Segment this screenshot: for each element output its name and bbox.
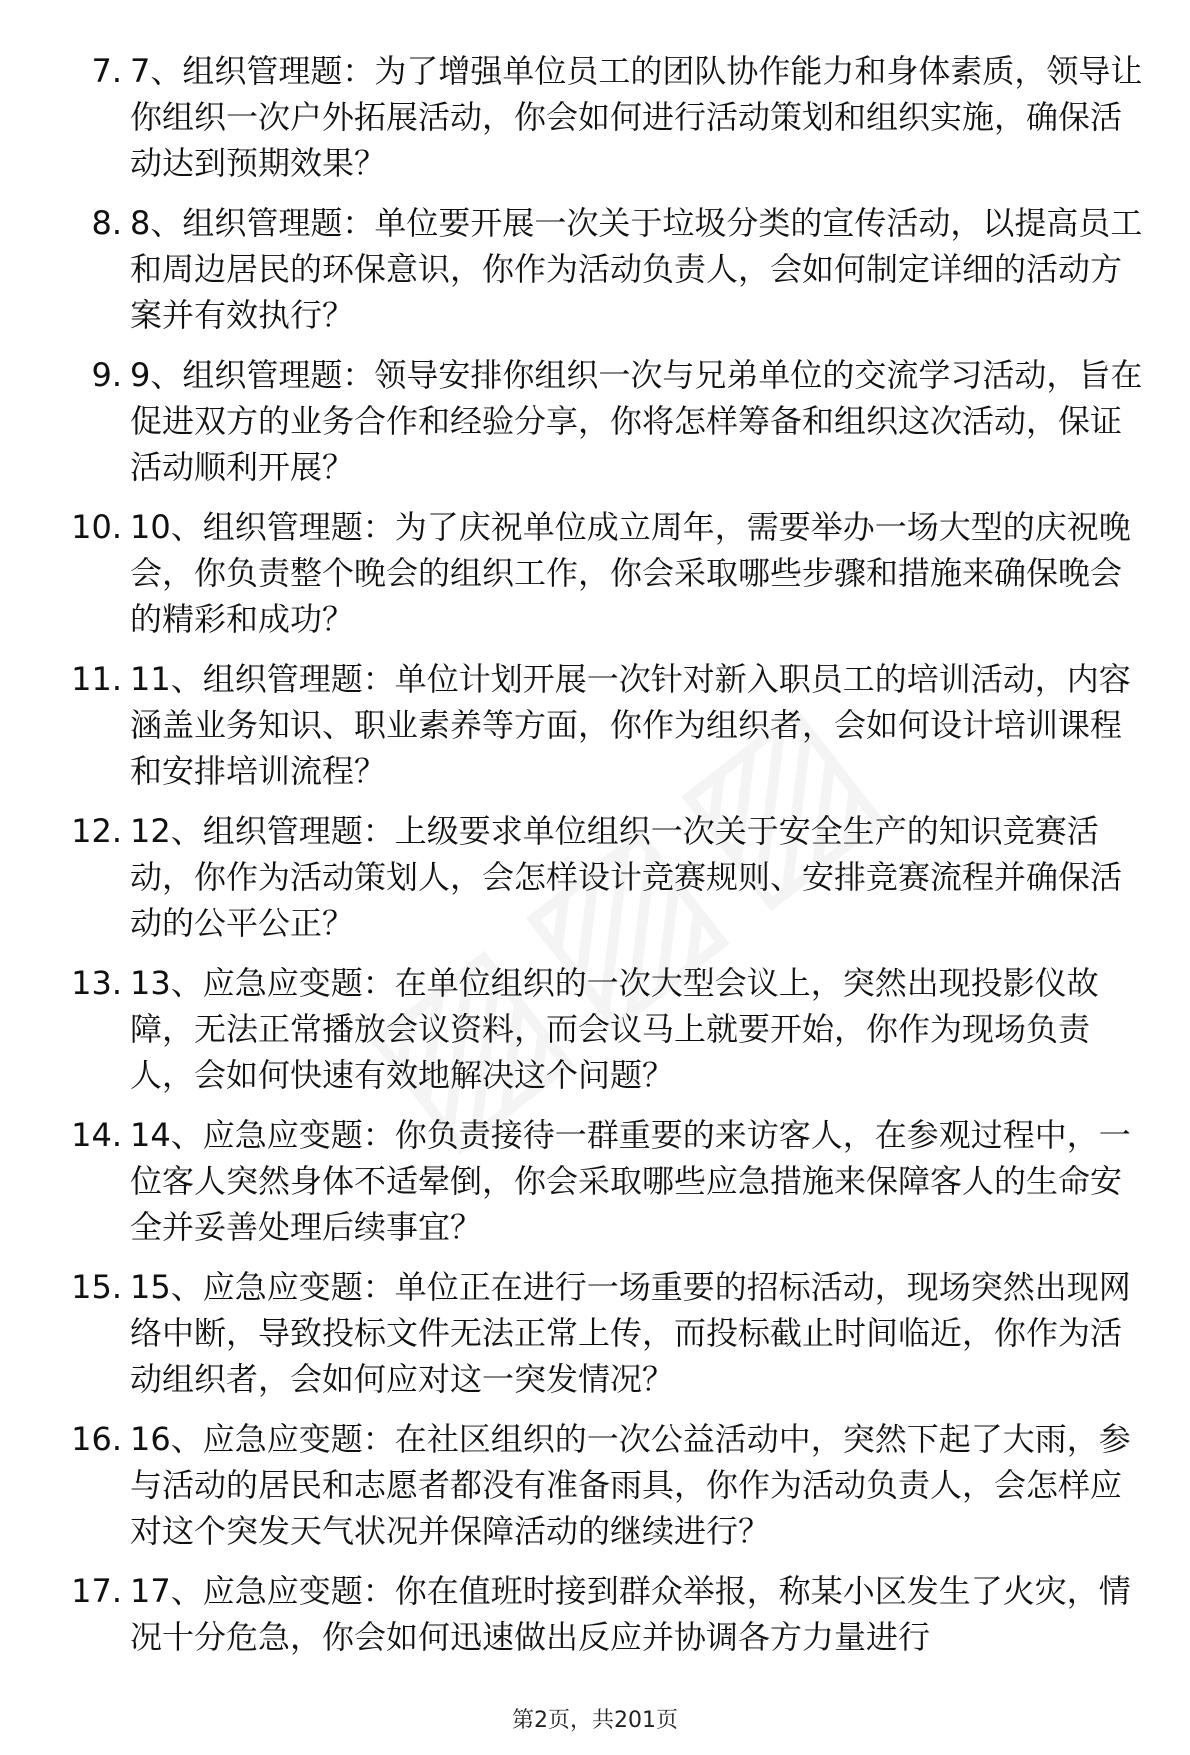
item-number: 14. [71,1116,122,1154]
item-text: 9、组织管理题：领导安排你组织一次与兄弟单位的交流学习活动，旨在促进双方的业务合作和经验分享，你将怎样筹备和组织这次活动，保证活动顺利开展？ [130,356,1143,486]
item-number: 10. [71,508,122,546]
item-text: 8、组织管理题：单位要开展一次关于垃圾分类的宣传活动，以提高员工和周边居民的环保意识，你作为活动负责人，会如何制定详细的活动方案并有效执行？ [130,204,1143,334]
item-number: 15. [71,1268,122,1306]
item-number: 13. [71,964,122,1002]
list-item [0,48,1190,186]
item-number: 16. [71,1420,122,1458]
item-number: 17. [71,1572,122,1610]
item-text: 10、组织管理题：为了庆祝单位成立周年，需要举办一场大型的庆祝晚会，你负责整个晚会的组织工作，你会采取哪些步骤和措施来确保晚会的精彩和成功？ [130,508,1131,638]
item-text: 13、应急应变题：在单位组织的一次大型会议上，突然出现投影仪故障，无法正常播放会议资料，而会议马上就要开始，你作为现场负责人，会如何快速有效地解决这个问题？ [130,964,1099,1094]
item-text: 15、应急应变题：单位正在进行一场重要的招标活动，现场突然出现网络中断，导致投标文件无法正常上传，而投标截止时间临近，你作为活动组织者，会如何应对这一突发情况？ [130,1268,1131,1398]
item-text: 12、组织管理题：上级要求单位组织一次关于安全生产的知识竞赛活动，你作为活动策划人，会怎样设计竞赛规则、安排竞赛流程并确保活动的公平公正？ [130,812,1123,942]
item-number: 8. [91,204,122,242]
item-number: 9. [91,356,122,394]
list-item [0,200,1190,338]
list-item [0,1416,1190,1554]
list-item [0,656,1190,794]
list-item [0,960,1190,1098]
list-item [0,352,1190,490]
list-item [0,1112,1190,1250]
item-text: 11、组织管理题：单位计划开展一次针对新入职员工的培训活动，内容涵盖业务知识、职业素养等方面，你作为组织者，会如何设计培训课程和安排培训流程？ [130,660,1131,790]
item-text: 16、应急应变题：在社区组织的一次公益活动中，突然下起了大雨，参与活动的居民和志愿者都没有准备雨具，你作为活动负责人，会怎样应对这个突发天气状况并保障活动的继续进行？ [130,1420,1131,1550]
page-footer: 第2页，共201页 [512,1708,678,1733]
question-list [0,48,1190,1674]
list-item [0,1568,1190,1660]
item-text: 17、应急应变题：你在值班时接到群众举报，称某小区发生了火灾，情况十分危急，你会如何迅速做出反应并协调各方力量进行 [130,1572,1131,1656]
list-item [0,504,1190,642]
item-number: 12. [71,812,122,850]
list-item [0,808,1190,946]
item-number: 11. [71,660,122,698]
list-item [0,1264,1190,1402]
item-text: 7、组织管理题：为了增强单位员工的团队协作能力和身体素质，领导让你组织一次户外拓展活动，你会如何进行活动策划和组织实施，确保活动达到预期效果？ [130,52,1143,182]
item-number: 7. [91,52,122,90]
item-text: 14、应急应变题：你负责接待一群重要的来访客人，在参观过程中，一位客人突然身体不适晕倒，你会采取哪些应急措施来保障客人的生命安全并妥善处理后续事宜？ [130,1116,1131,1246]
